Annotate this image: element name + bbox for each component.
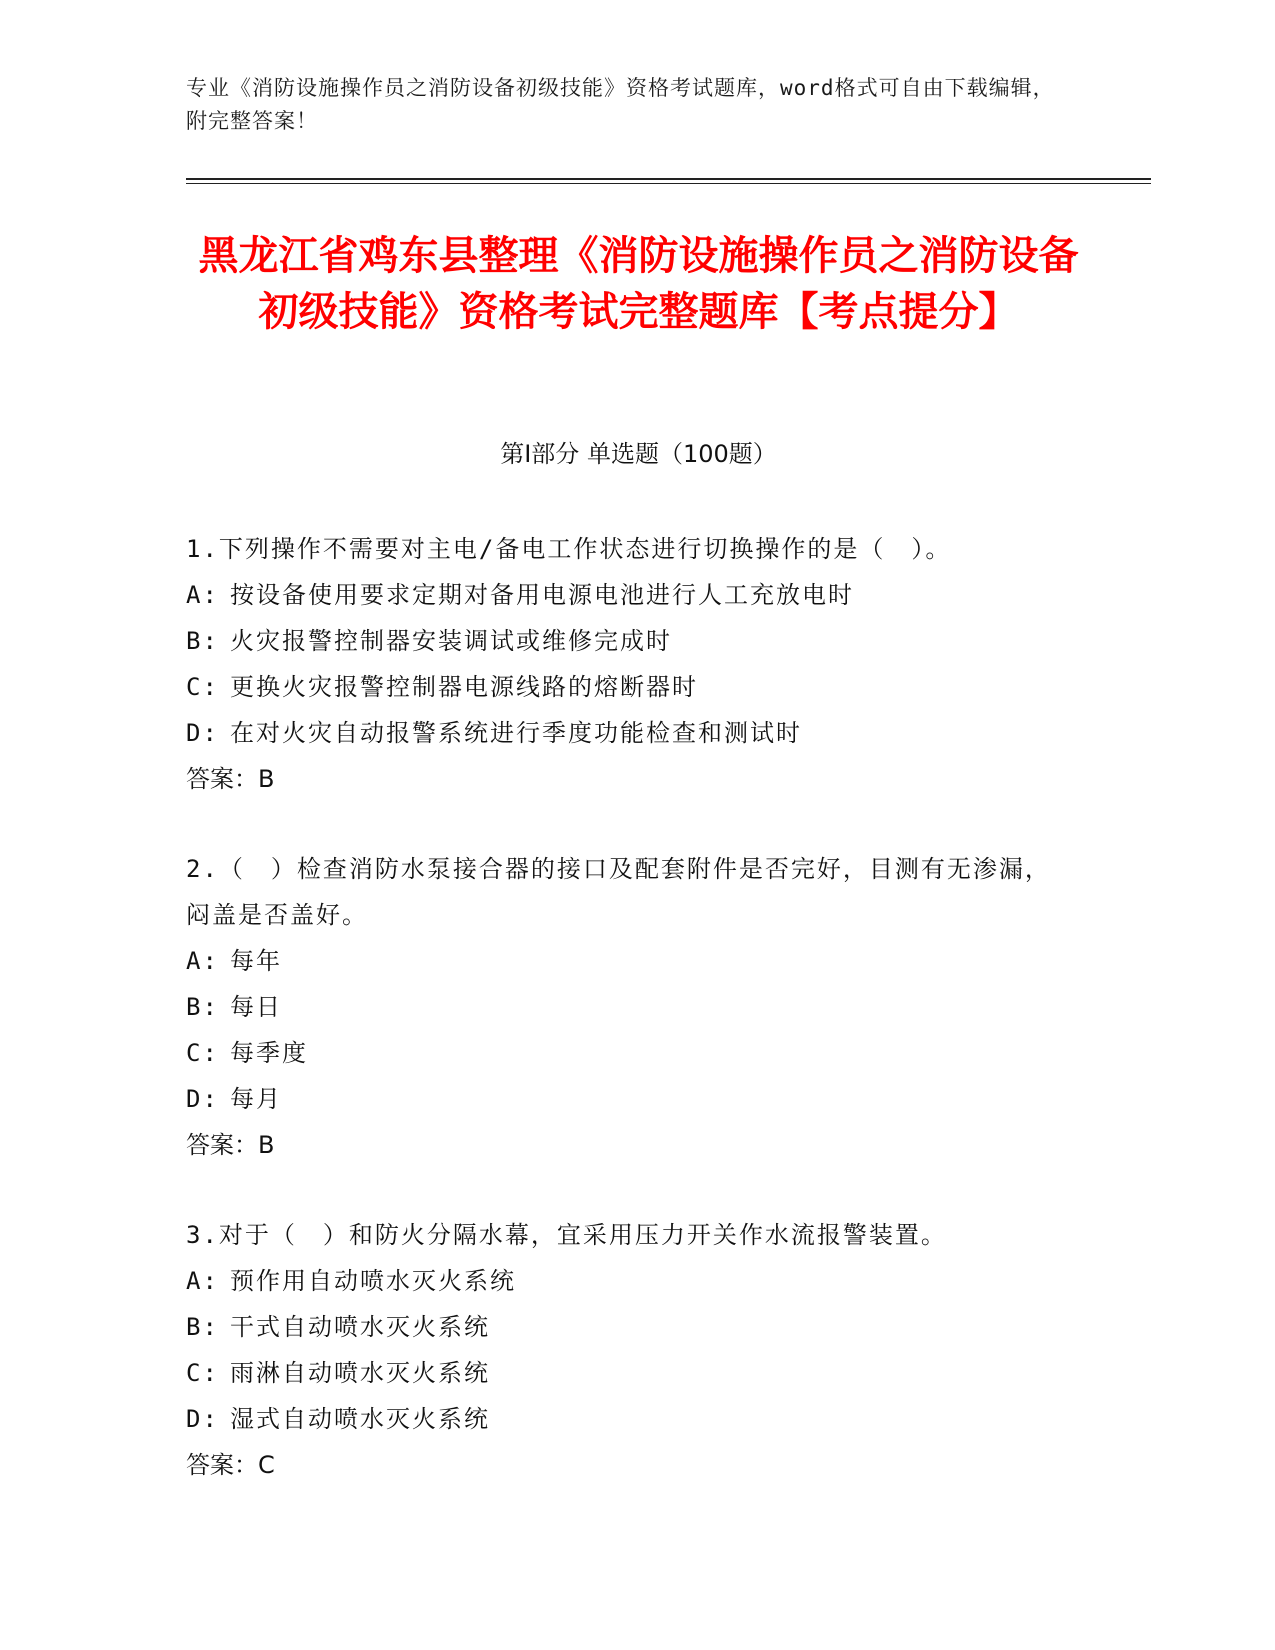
option-d: [186, 710, 1066, 756]
option-text: 更换火灾报警控制器电源线路的熔断器时: [230, 673, 698, 701]
option-text: 每年: [230, 947, 282, 975]
option-text: 湿式自动喷水灭火系统: [230, 1405, 490, 1433]
header-divider: [186, 178, 1151, 184]
option-text: 雨淋自动喷水灭火系统: [230, 1359, 490, 1387]
option-text: 火灾报警控制器安装调试或维修完成时: [230, 627, 672, 655]
option-letter: C:: [186, 673, 219, 701]
option-a: [186, 938, 1066, 984]
option-letter: C:: [186, 1359, 219, 1387]
question-stem: 2.（ ）检查消防水泵接合器的接口及配套附件是否完好，目测有无渗漏，闷盖是否盖好。: [186, 855, 1051, 929]
option-text: 按设备使用要求定期对备用电源电池进行人工充放电时: [230, 581, 854, 609]
header-note: 专业《消防设施操作员之消防设备初级技能》资格考试题库，word格式可自由下载编辑，附完整答案！: [186, 76, 1055, 133]
option-c: [186, 1350, 1066, 1396]
option-letter: B:: [186, 993, 219, 1021]
option-letter: A:: [186, 581, 219, 609]
question-stem: 3.对于（ ）和防火分隔水幕，宜采用压力开关作水流报警装置。: [186, 1221, 947, 1249]
question-list: [186, 526, 1066, 1532]
option-letter: A:: [186, 1267, 219, 1295]
option-a: [186, 1258, 1066, 1304]
option-text: 预作用自动喷水灭火系统: [230, 1267, 516, 1295]
option-text: 每日: [230, 993, 282, 1021]
answer: 答案：B: [186, 1131, 275, 1159]
document-title: 黑龙江省鸡东县整理《消防设施操作员之消防设备初级技能》资格考试完整题库【考点提分】: [198, 233, 1079, 335]
option-text: 每季度: [230, 1039, 308, 1067]
option-d: [186, 1396, 1066, 1442]
option-b: [186, 618, 1066, 664]
option-a: [186, 572, 1066, 618]
option-text: 在对火灾自动报警系统进行季度功能检查和测试时: [230, 719, 802, 747]
option-letter: B:: [186, 1313, 219, 1341]
option-d: [186, 1076, 1066, 1122]
option-text: 干式自动喷水灭火系统: [230, 1313, 490, 1341]
option-text: 每月: [230, 1085, 282, 1113]
option-letter: B:: [186, 627, 219, 655]
option-letter: D:: [186, 1405, 219, 1433]
option-letter: D:: [186, 1085, 219, 1113]
option-b: [186, 984, 1066, 1030]
option-letter: A:: [186, 947, 219, 975]
option-b: [186, 1304, 1066, 1350]
option-letter: D:: [186, 719, 219, 747]
section-heading: 第Ⅰ部分 单选题（100题）: [500, 440, 777, 468]
option-letter: C:: [186, 1039, 219, 1067]
question-1: [186, 526, 1066, 802]
question-2: [186, 846, 1066, 1168]
answer: 答案：C: [186, 1451, 275, 1479]
answer: 答案：B: [186, 765, 275, 793]
question-3: [186, 1212, 1066, 1488]
option-c: [186, 1030, 1066, 1076]
question-stem: 1.下列操作不需要对主电/备电工作状态进行切换操作的是（ ）。: [186, 535, 952, 563]
option-c: [186, 664, 1066, 710]
